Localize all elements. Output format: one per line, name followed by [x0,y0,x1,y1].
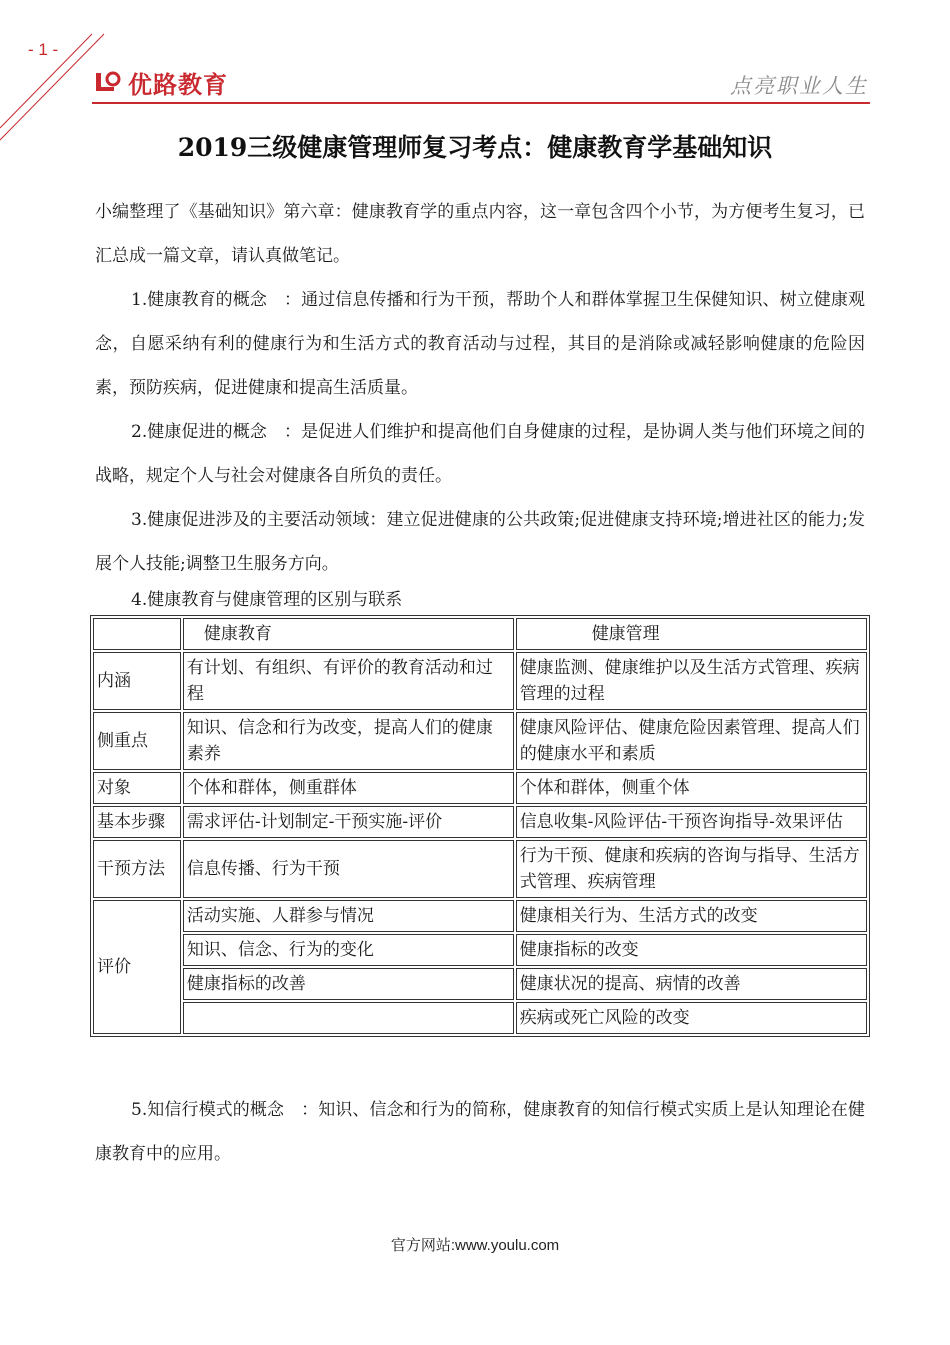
footer-website: 官方网站:www.youlu.com [390,1237,560,1254]
table-row [93,712,867,770]
mgmt-cell: 健康状况的提高、病情的改善 [516,968,867,1000]
evaluation-label: 评价 [93,900,181,1034]
mgmt-cell: 疾病或死亡风险的改变 [516,1002,867,1034]
intro-paragraph: 小编整理了《基础知识》第六章：健康教育学的重点内容，这一章包含四个小节，为方便考生复习，已汇总成一篇文章，请认真做笔记。 [95,202,865,266]
table-caption: 4.健康教育与健康管理的区别与联系 [131,590,403,610]
evaluation-row [93,968,867,1000]
edu-cell: 有计划、有组织、有评价的教育活动和过程 [183,652,514,710]
table-row [93,806,867,838]
row-label: 对象 [93,772,181,804]
edu-cell: 信息传播、行为干预 [183,840,514,898]
document-title: 2019三级健康管理师复习考点：健康教育学基础知识 [177,133,773,162]
table-row [93,840,867,898]
table-header-row [93,618,867,650]
mgmt-cell: 个体和群体，侧重个体 [516,772,867,804]
header-divider [92,102,870,104]
paragraph-1: 1.健康教育的概念 ：通过信息传播和行为干预，帮助个人和群体掌握卫生保健知识、树立健康观念，自愿采纳有利的健康行为和生活方式的教育活动与过程，其目的是消除或减轻影响健康的危险因素，预防疾病，促进健康和提高生活质量。 [95,290,865,398]
row-label: 侧重点 [93,712,181,770]
paragraph-3: 3.健康促进涉及的主要活动领域：建立促进健康的公共政策;促进健康支持环境;增进社区的能力;发展个人技能;调整卫生服务方向。 [95,510,865,574]
brand-logo [92,62,228,102]
after-table-text [95,1088,865,1176]
edu-cell: 知识、信念、行为的变化 [183,934,514,966]
youlu-logo-icon [92,67,122,97]
paragraph-5: 5.知信行模式的概念 ：知识、信念和行为的简称，健康教育的知信行模式实质上是认知理论在健康教育中的应用。 [95,1100,865,1164]
row-label: 干预方法 [93,840,181,898]
header-cell-health-education: 健康教育 [183,618,514,650]
edu-cell: 活动实施、人群参与情况 [183,900,514,932]
mgmt-cell: 行为干预、健康和疾病的咨询与指导、生活方式管理、疾病管理 [516,840,867,898]
mgmt-cell: 健康风险评估、健康危险因素管理、提高人们的健康水平和素质 [516,712,867,770]
mgmt-cell: 信息收集-风险评估-干预咨询指导-效果评估 [516,806,867,838]
mgmt-cell: 健康相关行为、生活方式的改变 [516,900,867,932]
evaluation-row [93,900,867,932]
edu-cell: 需求评估-计划制定-干预实施-评价 [183,806,514,838]
evaluation-row [93,1002,867,1034]
page-number: - 1 - [28,40,59,59]
edu-cell: 知识、信念和行为改变，提高人们的健康素养 [183,712,514,770]
body-text [95,190,865,614]
edu-cell-empty [183,1002,514,1034]
table-row [93,772,867,804]
paragraph-2: 2.健康促进的概念 ：是促进人们维护和提高他们自身健康的过程，是协调人类与他们环境之间的战略，规定个人与社会对健康各自所负的责任。 [95,422,865,486]
mgmt-cell: 健康监测、健康维护以及生活方式管理、疾病管理的过程 [516,652,867,710]
header-cell-empty [93,618,181,650]
logo-text: 优路教育 [128,70,228,99]
row-label: 基本步骤 [93,806,181,838]
header-cell-health-management: 健康管理 [516,618,867,650]
mgmt-cell: 健康指标的改变 [516,934,867,966]
edu-cell: 个体和群体，侧重群体 [183,772,514,804]
row-label: 内涵 [93,652,181,710]
comparison-table [90,615,870,1037]
table-row [93,652,867,710]
evaluation-row [93,934,867,966]
slogan: 点亮职业人生 [730,74,868,98]
edu-cell: 健康指标的改善 [183,968,514,1000]
